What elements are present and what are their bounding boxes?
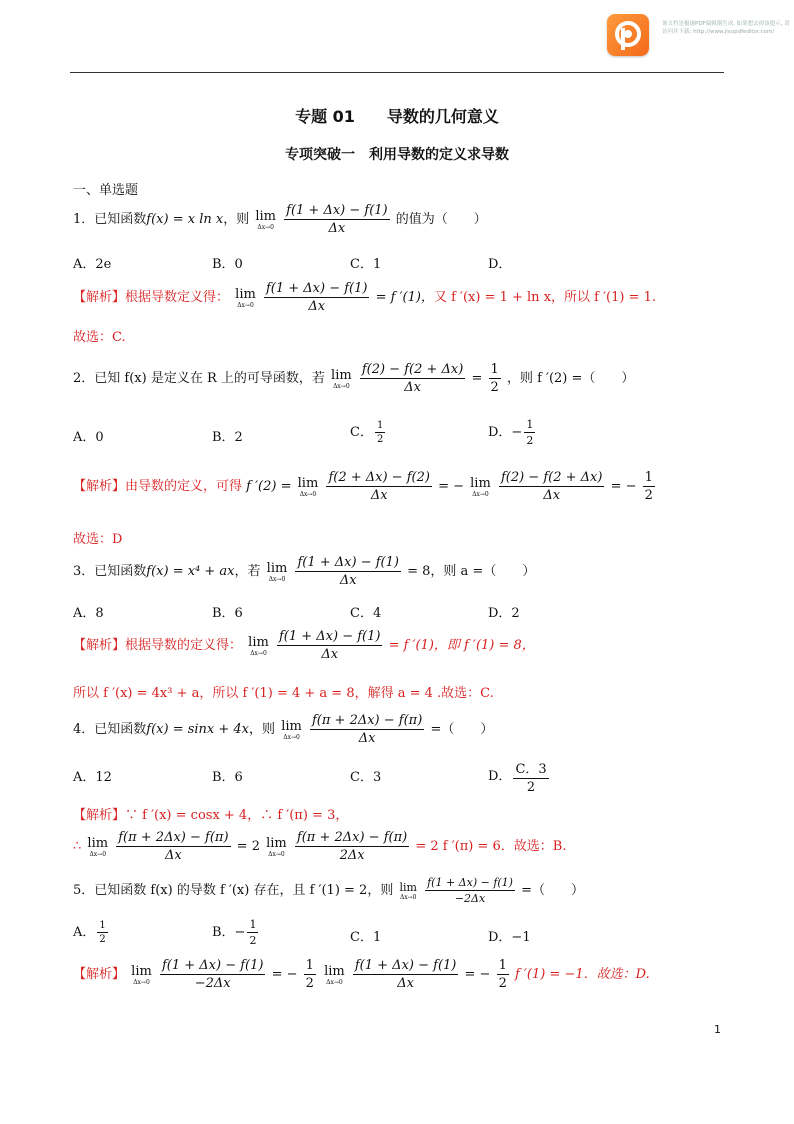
question-3-stem: 3．已知函数f(x) = x⁴ + ax，若 lim Δx→0 $\frac{f(1 + \Delta x) - f(1)}{\Delta x}$ = 8，则 a =（ ） (73, 555, 536, 588)
option-c: C．1 (350, 257, 382, 272)
limit-operator: lim Δx→0 (255, 208, 276, 231)
option-d: D． (488, 257, 512, 272)
option-c: C．4 (350, 606, 382, 621)
option-a: A．12 (73, 770, 112, 785)
question-3-solution-2: 所以 f ′(x) = 4x³ + a，所以 f ′(1) = 4 + a = 8，解得 a = 4 .故选：C. (73, 686, 494, 701)
option-c: C． $\frac{1}{2}$ (350, 420, 384, 445)
page-title: 专题 01 导数的几何意义 (295, 107, 499, 126)
question-2-solution: 【解析】由导数的定义，可得 f ′(2) = lim Δx→0 $\frac{f(2 + \Delta x) - f(2)}{\Delta x}$ = − lim Δx→0 $\frac{f(2) - f(2 + \Delta x)}{\Delta x}$ = − $\frac{1}{2}$ (73, 470, 653, 503)
question-1-solution: 【解析】根据导数定义得： lim Δx→0 $\frac{f(1 + \Delta x) - f(1)}{\Delta x}$ = f ′(1)，又 f ′(x) = 1 + ln x，所以 f ′(1) = 1. (73, 281, 657, 314)
question-5-solution: 【解析】 lim Δx→0 $\frac{f(1 + \Delta x) - f(1)}{-2\Delta x}$ = − $\frac{1}{2}$ lim Δx→0 $\frac{f(1 + \Delta x) - f(1)}{\Delta x}$ = − $\frac{1}{2}$ f ′(1) = −1．故选：D. (73, 958, 650, 991)
difference-quotient: $\frac{f(1 + \Delta x) - f(1)}{\Delta x}$ (286, 203, 388, 236)
option-c: C．1 (350, 930, 382, 945)
header-rule (70, 72, 724, 73)
option-a: A．0 (73, 430, 104, 445)
question-5-stem: 5．已知函数 f(x) 的导数 f ′(x) 存在，且 f ′(1) = 2，则 lim Δx→0 $\frac{f(1 + \Delta x) - f(1)}{-2\Delta x}$ =（ ） (73, 876, 585, 905)
page-number: 1 (714, 1023, 721, 1036)
question-3-solution: 【解析】根据导数的定义得： lim Δx→0 $\frac{f(1 + \Delta x) - f(1)}{\Delta x}$ = f ′(1)，即 f ′(1) = 8， (73, 629, 535, 662)
option-b: B．6 (212, 770, 243, 785)
question-2-answer: 故选：D (73, 532, 123, 547)
option-b: B．2 (212, 430, 243, 445)
option-a: A．8 (73, 606, 104, 621)
question-1-stem: 1．已知函数f(x) = x ln x，则 lim Δx→0 $\frac{f(1 + \Delta x) - f(1)}{\Delta x}$ 的值为（ ） (73, 203, 487, 236)
question-2-stem: 2．已知 f(x) 是定义在 R 上的可导函数，若 lim Δx→0 $\frac{f(2) - f(2 + \Delta x)}{\Delta x}$ = $\frac{1}{2}$ ，则 f ′(2) =（ ） (73, 362, 635, 395)
option-b: B．6 (212, 606, 243, 621)
question-1-answer: 故选：C. (73, 330, 126, 345)
option-d: D．−1 (488, 930, 531, 945)
question-4-stem: 4．已知函数f(x) = sinx + 4x，则 lim Δx→0 $\frac{f(\pi + 2\Delta x) - f(\pi)}{\Delta x}$ =（ ） (73, 713, 494, 746)
question-4-solution-2: ∴ lim Δx→0 $\frac{f(\pi + 2\Delta x) - f(\pi)}{\Delta x}$ = 2 lim Δx→0 $\frac{f(\pi + 2\Delta x) - f(\pi)}{2\Delta x}$ = 2 f ′(π) = 6．故选：B. (73, 830, 567, 863)
option-d: D．− $\frac{1}{2}$ (488, 418, 534, 447)
option-b: B．− $\frac{1}{2}$ (212, 918, 257, 947)
question-4-solution: 【解析】∵ f ′(x) = cosx + 4，∴ f ′(π) = 3， (73, 808, 349, 823)
option-c: C．3 (350, 770, 382, 785)
watermark-text: 该文档是极速PDF编辑器生成, 如果想去掉该提示, 请访问并下载: http://www.jisupdfeditor.com/ (662, 21, 790, 35)
option-d: D． $\frac{C.3}{2}$ (488, 758, 551, 795)
option-d: D．2 (488, 606, 520, 621)
page-subtitle: 专项突破一 利用导数的定义求导数 (285, 147, 509, 163)
pdf-editor-logo (607, 14, 649, 56)
section-heading: 一、单选题 (73, 183, 139, 198)
option-a: A．2e (73, 257, 112, 272)
option-a: A． $\frac{1}{2}$ (73, 920, 106, 945)
option-b: B．0 (212, 257, 243, 272)
